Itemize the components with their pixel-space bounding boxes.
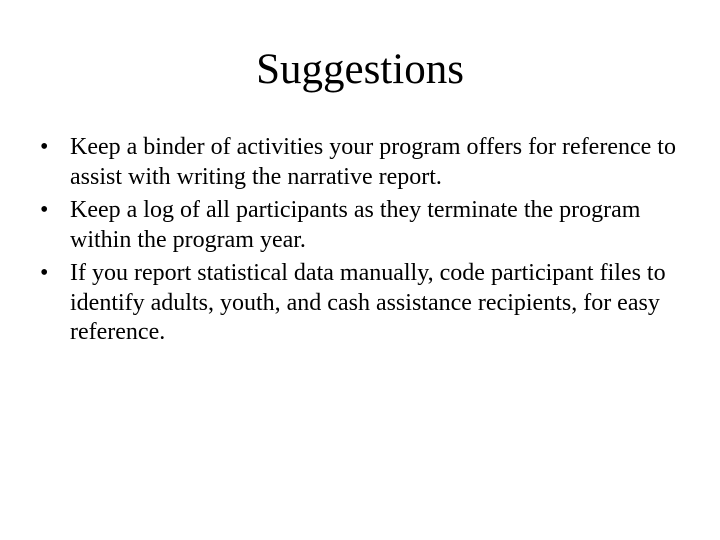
bullet-text: Keep a log of all participants as they terminate the program within the program year. — [70, 197, 641, 253]
bullet-text: If you report statistical data manually, code participant files to identify adults, youth, and cash assistance recipients, for easy reference. — [70, 260, 666, 345]
slide-title: Suggestions — [256, 46, 464, 93]
list-item — [38, 133, 688, 192]
list-item — [38, 259, 688, 348]
bullet-icon: • — [40, 134, 49, 160]
list-item — [38, 196, 688, 255]
bullet-icon: • — [40, 197, 49, 223]
bullet-text: Keep a binder of activities your program offers for reference to assist with writing the narrative report. — [70, 134, 676, 190]
bullet-icon: • — [40, 260, 49, 286]
bullet-list — [38, 133, 688, 352]
